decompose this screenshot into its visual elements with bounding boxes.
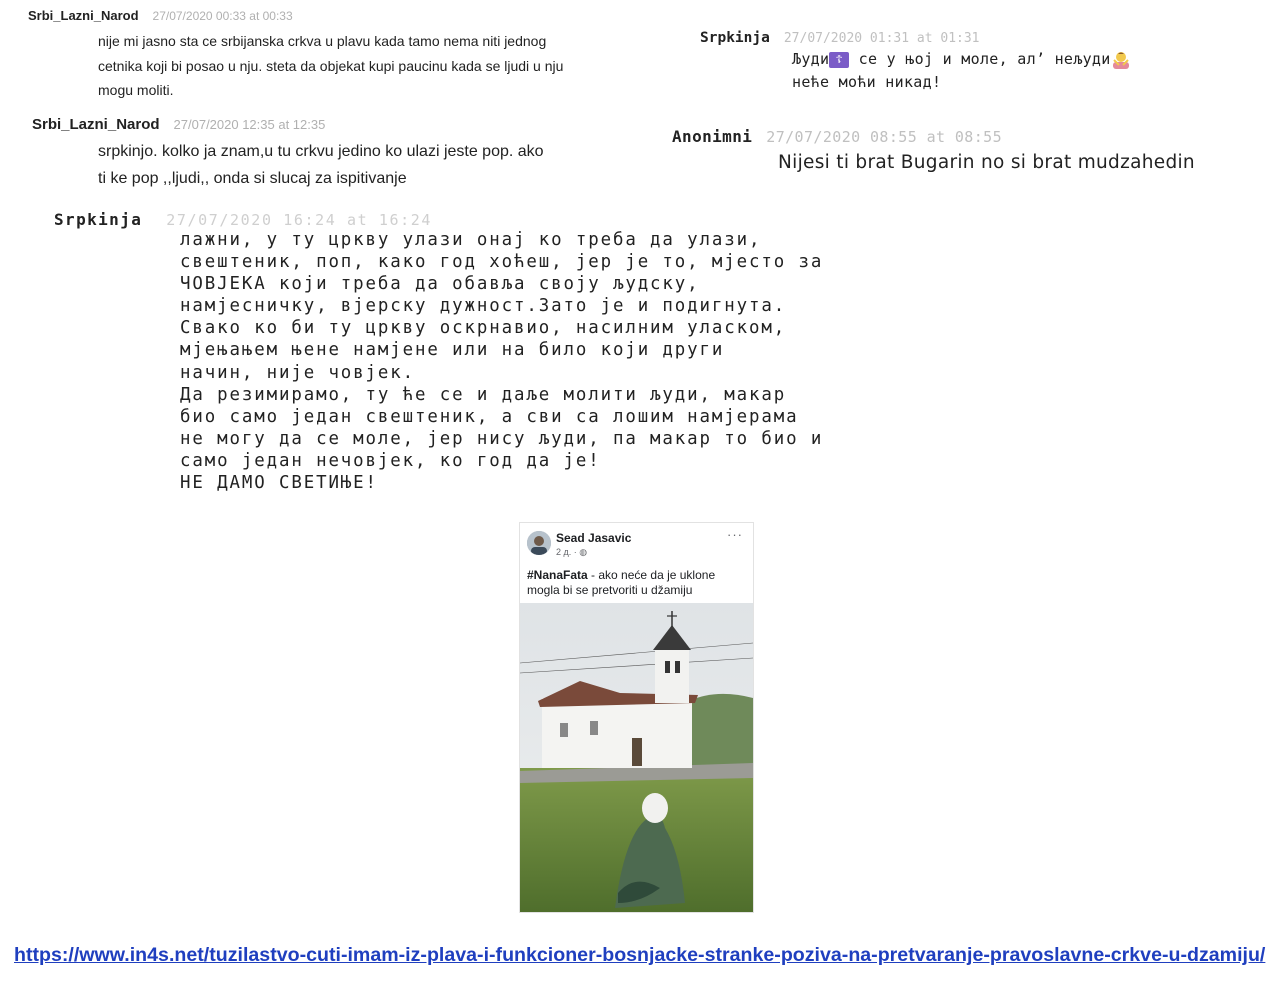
comment-text: srpkinjo. kolko ja znam,u tu crkvu jedino ko ulazi jeste pop. ako ti ke pop ,,ljudi,, onda si slucaj za ispitivanje	[98, 143, 544, 187]
comment-author[interactable]: Srpkinja	[54, 210, 143, 229]
comment-text: nije mi jasno sta ce srbijanska crkva u plavu kada tamo nema niti jednog cetnika koji bi posao u nju. steta da objekat kupi paucinu kada se ljudi u nju mogu moliti.	[98, 33, 564, 98]
comment-timestamp[interactable]: 27/07/2020 08:55 at 08:55	[766, 128, 1003, 146]
comment-text: Nijesi ti brat Bugarin no si brat mudzahedin	[778, 152, 1195, 173]
comment-text-part: Људи	[792, 50, 830, 68]
comment-header	[32, 116, 672, 133]
post-time: 2 д. ·	[556, 547, 580, 557]
comment-author[interactable]: Srbi_Lazni_Narod	[28, 8, 139, 23]
comment-timestamp[interactable]: 27/07/2020 16:24 at 16:24	[166, 211, 433, 229]
comment-text-part: се у њој и моле, ал’ нељуди	[849, 50, 1111, 68]
comment-1	[28, 8, 668, 103]
post-hashtag[interactable]: #NanaFata	[527, 568, 588, 582]
globe-icon: ◍	[579, 547, 588, 557]
orthodox-cross-icon: ☦	[829, 52, 849, 68]
post-caption	[527, 568, 742, 598]
comment-text	[792, 48, 1270, 94]
avatar-photo-icon	[527, 531, 551, 555]
comment-5	[54, 210, 1154, 494]
comment-author[interactable]: Srpkinja	[700, 30, 770, 46]
facebook-post-screenshot	[519, 522, 754, 913]
avatar[interactable]	[527, 531, 551, 555]
post-meta	[556, 547, 587, 558]
post-author-name[interactable]: Sead Jasavic	[556, 531, 632, 545]
more-options-icon[interactable]: ···	[727, 527, 743, 542]
comment-4	[672, 127, 1272, 173]
comment-header	[672, 127, 1272, 146]
comment-timestamp[interactable]: 27/07/2020 01:31 at 01:31	[783, 31, 980, 46]
comment-header	[54, 210, 1154, 229]
comment-timestamp[interactable]: 27/07/2020 12:35 at 12:35	[173, 117, 326, 132]
article-link[interactable]: https://www.in4s.net/tuzilastvo-cuti-imam-iz-plava-i-funkcioner-bosnjacke-stranke-poziva-na-pretvaranje-pravoslavne-crkve-u-dzamiju/	[14, 944, 1266, 966]
post-caption-text: - ako neće da je uklone mogla bi se pretvoriti u džamiju	[527, 568, 716, 597]
comment-timestamp[interactable]: 27/07/2020 00:33 at 00:33	[152, 9, 293, 23]
comment-3	[32, 116, 672, 192]
comment-author[interactable]: Srbi_Lazni_Narod	[32, 116, 160, 133]
person-gesturing-no-icon	[1111, 51, 1131, 69]
church-photo	[520, 603, 753, 912]
comment-header	[700, 30, 1270, 46]
comment-2	[700, 30, 1270, 94]
comment-author[interactable]: Anonimni	[672, 127, 753, 146]
comment-header	[28, 8, 668, 23]
comment-text-part: неће моћи никад!	[792, 73, 942, 91]
comment-text: лажни, у ту цркву улази онај ко треба да улази, свештеник, поп, како год хоћеш, јер је то, мјесто за ЧОВЈЕКА који треба да обавља своју људску, намјесничку, вјерску дужност.Зато је и подигнута. Свако ко би ту цркву оскрнавио, насилним уласком, мјењањем њене намјене или на било који други начин, није човјек. Да резимирамо, ту ће се и даље молити људи, макар био само један свештеник, а сви са лошим намјерама не могу да се моле, јер нису људи, па макар то био и само један нечовјек, ко год да је! НЕ ДАМО СВЕТИЊЕ!	[180, 230, 824, 494]
